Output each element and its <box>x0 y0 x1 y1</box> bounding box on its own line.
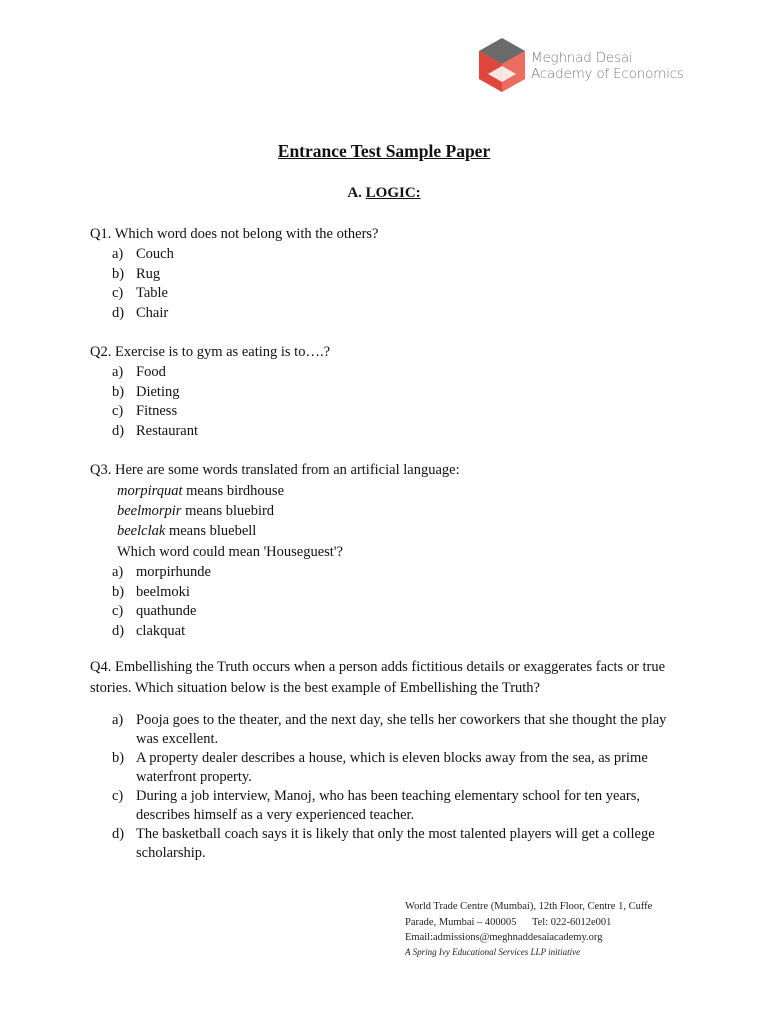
definition <box>117 501 274 521</box>
option-text: A property dealer describes a house, which is eleven blocks away from the sea, as prime waterfront property. <box>136 750 648 785</box>
option-label: b) <box>112 265 125 282</box>
option <box>112 749 682 787</box>
section-prefix: A. <box>347 185 362 201</box>
question-1-options <box>112 245 174 323</box>
option-label: c) <box>112 788 124 804</box>
artificial-word: beelclak <box>117 523 166 539</box>
page-title <box>0 141 768 162</box>
question-2-options <box>112 363 198 441</box>
question-1: Q1. Which word does not belong with the others? <box>90 226 379 242</box>
option-label: d) <box>112 304 125 321</box>
option <box>112 304 174 324</box>
option-text: quathunde <box>136 603 197 619</box>
definition <box>117 481 284 501</box>
question-3-options <box>112 563 211 641</box>
academy-logo <box>476 36 686 96</box>
option-text: The basketball coach says it is likely that only the most talented players will get a college scholarship. <box>136 826 655 861</box>
option-text: clakquat <box>136 622 186 639</box>
hexagon-logo-icon <box>476 36 528 94</box>
option-label: a) <box>112 364 124 380</box>
option <box>112 711 682 749</box>
option <box>112 622 211 642</box>
option-text: Pooja goes to the theater, and the next day, she tells her coworkers that she thought the play was excellent. <box>136 712 667 747</box>
section-heading <box>0 185 768 202</box>
option-label: d) <box>112 622 125 639</box>
option <box>112 383 198 403</box>
option-text: Dieting <box>136 383 180 400</box>
option <box>112 602 211 622</box>
artificial-word: morpirquat <box>117 483 183 499</box>
option-text: Rug <box>136 265 161 282</box>
option-label: a) <box>112 246 124 262</box>
option-label: b) <box>112 750 125 766</box>
question-3: Q3. Here are some words translated from an artificial language: <box>90 462 460 478</box>
question-2: Q2. Exercise is to gym as eating is to….? <box>90 344 331 360</box>
logo-line-2: Academy of Economics <box>531 66 684 82</box>
option-text: Restaurant <box>136 422 199 439</box>
footer-address <box>405 899 652 958</box>
section-name: LOGIC: <box>365 185 421 201</box>
footer-line-2: Parade, Mumbai – 400005 Tel: 022-6012e001 <box>405 916 612 928</box>
question-4: Q4. Embellishing the Truth occurs when a person adds fictitious details or exaggerates facts or true stories. Which situation below is the best example of Embellishing the Truth? <box>90 659 666 696</box>
option-text: Chair <box>136 304 169 321</box>
question-3-prompt: Which word could mean 'Houseguest'? <box>117 544 343 560</box>
option-label: c) <box>112 603 124 619</box>
option <box>112 402 198 422</box>
definition-meaning: means bluebell <box>165 523 257 539</box>
option-label: b) <box>112 383 125 400</box>
option-label: d) <box>112 826 125 842</box>
definition <box>117 521 256 541</box>
definition-meaning: means bluebird <box>181 503 275 519</box>
option <box>112 583 211 603</box>
footer-email: Email:admissions@meghnaddesaiacademy.org <box>405 932 603 943</box>
option-label: a) <box>112 712 124 728</box>
option <box>112 245 174 265</box>
definition-meaning: means birdhouse <box>182 483 285 499</box>
option <box>112 363 198 383</box>
footer-line-1: World Trade Centre (Mumbai), 12th Floor, Centre 1, Cuffe <box>405 901 653 912</box>
option-label: b) <box>112 583 125 600</box>
option <box>112 265 174 285</box>
option-label: a) <box>112 564 124 580</box>
artificial-word: beelmorpir <box>117 503 182 519</box>
option-text: Fitness <box>136 403 178 419</box>
question-4-options <box>112 711 682 863</box>
option <box>112 787 682 825</box>
option-text: During a job interview, Manoj, who has been teaching elementary school for ten years, describes himself as a very experienced teacher. <box>136 788 640 823</box>
option-text: Food <box>136 364 166 380</box>
option-label: c) <box>112 403 124 419</box>
logo-text <box>531 50 684 82</box>
option-text: Couch <box>136 246 174 262</box>
option-text: Table <box>136 285 168 301</box>
option <box>112 422 198 442</box>
option-label: d) <box>112 422 125 439</box>
option-text: beelmoki <box>136 583 190 600</box>
option <box>112 825 682 863</box>
title-text: Entrance Test Sample Paper <box>277 141 491 161</box>
option <box>112 284 174 304</box>
logo-line-1: Meghnad Desai <box>531 50 633 66</box>
option-text: morpirhunde <box>136 564 211 580</box>
option-label: c) <box>112 285 124 301</box>
option <box>112 563 211 583</box>
footer-tagline: A Spring Ivy Educational Services LLP initiative <box>405 946 581 957</box>
